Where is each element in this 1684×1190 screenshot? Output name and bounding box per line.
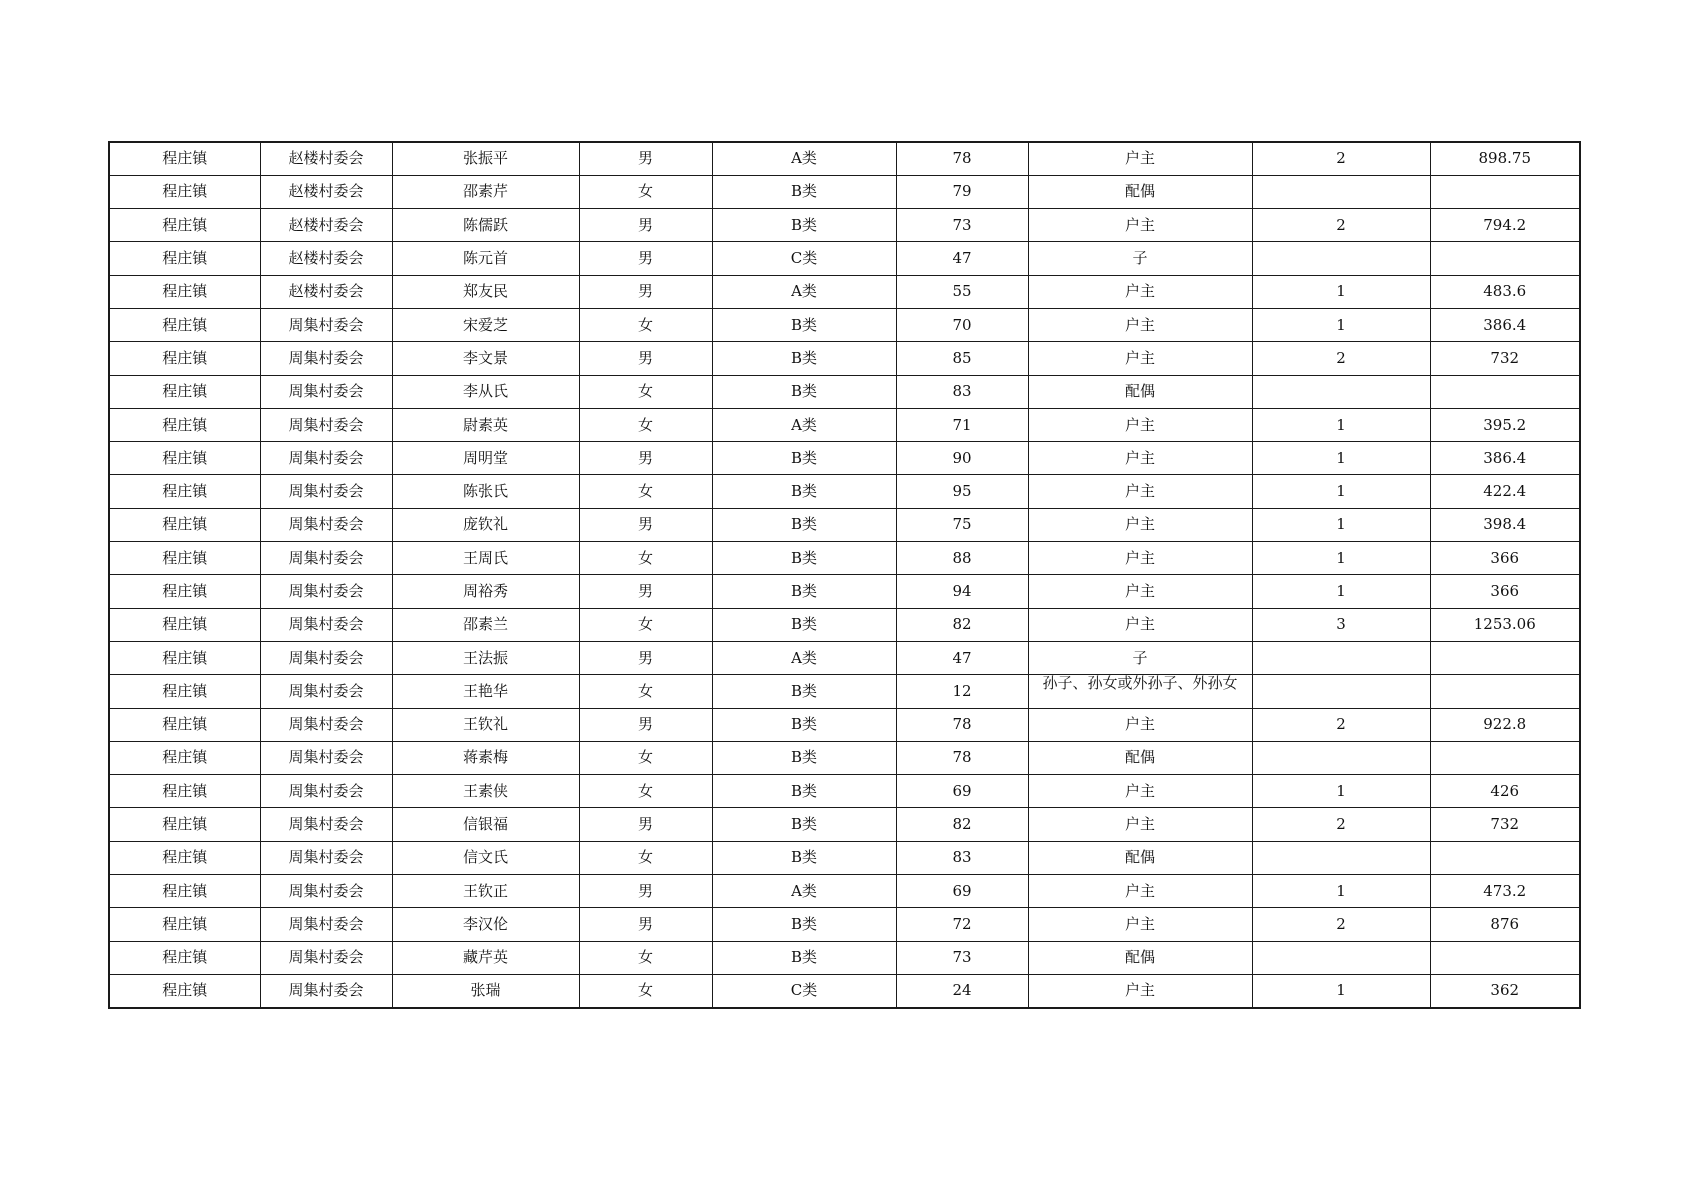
cell-name: 王周氏 (392, 542, 579, 575)
table-row (109, 941, 1580, 974)
cell-relation: 户主 (1028, 608, 1252, 641)
cell-town: 程庄镇 (109, 575, 260, 608)
cell-amount: 473.2 (1430, 875, 1580, 908)
cell-relation: 户主 (1028, 974, 1252, 1007)
roster-table (108, 141, 1581, 1009)
cell-age: 12 (896, 675, 1028, 708)
cell-village-committee: 周集村委会 (260, 974, 392, 1007)
cell-name: 宋爱芝 (392, 308, 579, 341)
table-row (109, 608, 1580, 641)
cell-category: B类 (712, 175, 896, 208)
cell-amount (1430, 242, 1580, 275)
cell-name: 王素侠 (392, 775, 579, 808)
cell-household-count: 1 (1252, 875, 1430, 908)
cell-household-count (1252, 175, 1430, 208)
cell-relation: 户主 (1028, 442, 1252, 475)
cell-town: 程庄镇 (109, 641, 260, 674)
roster-table-body (109, 142, 1580, 1008)
cell-amount: 898.75 (1430, 142, 1580, 175)
cell-gender: 男 (579, 708, 712, 741)
cell-age: 85 (896, 342, 1028, 375)
cell-gender: 男 (579, 442, 712, 475)
cell-gender: 男 (579, 875, 712, 908)
cell-relation: 户主 (1028, 575, 1252, 608)
cell-category: B类 (712, 608, 896, 641)
cell-relation: 户主 (1028, 408, 1252, 441)
cell-age: 94 (896, 575, 1028, 608)
cell-gender: 女 (579, 408, 712, 441)
cell-relation: 户主 (1028, 775, 1252, 808)
cell-age: 90 (896, 442, 1028, 475)
cell-amount (1430, 941, 1580, 974)
table-row (109, 974, 1580, 1007)
cell-town: 程庄镇 (109, 908, 260, 941)
cell-gender: 女 (579, 608, 712, 641)
cell-village-committee: 周集村委会 (260, 808, 392, 841)
cell-household-count: 1 (1252, 974, 1430, 1007)
cell-town: 程庄镇 (109, 775, 260, 808)
cell-name: 王艳华 (392, 675, 579, 708)
cell-name: 陈张氏 (392, 475, 579, 508)
cell-amount (1430, 175, 1580, 208)
cell-amount (1430, 641, 1580, 674)
cell-amount: 398.4 (1430, 508, 1580, 541)
cell-age: 95 (896, 475, 1028, 508)
cell-village-committee: 周集村委会 (260, 741, 392, 774)
table-row (109, 475, 1580, 508)
cell-household-count (1252, 675, 1430, 708)
cell-name: 李文景 (392, 342, 579, 375)
cell-household-count (1252, 841, 1430, 874)
cell-village-committee: 周集村委会 (260, 775, 392, 808)
cell-category: B类 (712, 475, 896, 508)
cell-town: 程庄镇 (109, 808, 260, 841)
cell-town: 程庄镇 (109, 275, 260, 308)
table-row (109, 175, 1580, 208)
cell-gender: 男 (579, 142, 712, 175)
cell-household-count: 1 (1252, 275, 1430, 308)
cell-town: 程庄镇 (109, 342, 260, 375)
cell-town: 程庄镇 (109, 209, 260, 242)
cell-gender: 男 (579, 575, 712, 608)
cell-household-count: 1 (1252, 542, 1430, 575)
cell-gender: 女 (579, 175, 712, 208)
cell-category: B类 (712, 575, 896, 608)
cell-amount (1430, 675, 1580, 708)
cell-category: B类 (712, 508, 896, 541)
table-row (109, 209, 1580, 242)
cell-household-count: 1 (1252, 508, 1430, 541)
cell-category: B类 (712, 775, 896, 808)
cell-household-count: 1 (1252, 442, 1430, 475)
cell-household-count: 2 (1252, 908, 1430, 941)
cell-relation: 户主 (1028, 209, 1252, 242)
cell-village-committee: 周集村委会 (260, 542, 392, 575)
cell-category: C类 (712, 974, 896, 1007)
table-row (109, 542, 1580, 575)
cell-name: 周裕秀 (392, 575, 579, 608)
cell-amount: 732 (1430, 342, 1580, 375)
cell-gender: 男 (579, 209, 712, 242)
cell-village-committee: 赵楼村委会 (260, 209, 392, 242)
cell-town: 程庄镇 (109, 442, 260, 475)
table-row (109, 908, 1580, 941)
cell-household-count: 1 (1252, 308, 1430, 341)
cell-category: A类 (712, 641, 896, 674)
cell-name: 尉素英 (392, 408, 579, 441)
cell-household-count: 1 (1252, 775, 1430, 808)
cell-village-committee: 赵楼村委会 (260, 242, 392, 275)
cell-village-committee: 周集村委会 (260, 908, 392, 941)
cell-relation: 户主 (1028, 142, 1252, 175)
cell-village-committee: 赵楼村委会 (260, 175, 392, 208)
cell-name: 藏芹英 (392, 941, 579, 974)
cell-age: 83 (896, 841, 1028, 874)
cell-name: 陈元首 (392, 242, 579, 275)
cell-amount: 426 (1430, 775, 1580, 808)
cell-relation: 子 (1028, 242, 1252, 275)
cell-village-committee: 周集村委会 (260, 941, 392, 974)
cell-town: 程庄镇 (109, 408, 260, 441)
table-row (109, 508, 1580, 541)
cell-name: 张瑞 (392, 974, 579, 1007)
table-row (109, 875, 1580, 908)
cell-category: A类 (712, 275, 896, 308)
cell-relation: 户主 (1028, 808, 1252, 841)
cell-relation: 户主 (1028, 508, 1252, 541)
cell-gender: 女 (579, 675, 712, 708)
cell-age: 47 (896, 242, 1028, 275)
cell-name: 李从氏 (392, 375, 579, 408)
table-row (109, 841, 1580, 874)
cell-category: B类 (712, 308, 896, 341)
cell-village-committee: 周集村委会 (260, 508, 392, 541)
cell-name: 邵素芹 (392, 175, 579, 208)
cell-category: B类 (712, 442, 896, 475)
cell-category: B类 (712, 908, 896, 941)
cell-household-count: 2 (1252, 808, 1430, 841)
cell-town: 程庄镇 (109, 475, 260, 508)
cell-age: 78 (896, 142, 1028, 175)
cell-relation: 户主 (1028, 908, 1252, 941)
cell-category: B类 (712, 209, 896, 242)
table-row (109, 308, 1580, 341)
cell-village-committee: 周集村委会 (260, 608, 392, 641)
cell-text: 孙子、孙女或外孙子、外孙女 (1042, 675, 1238, 693)
cell-amount: 362 (1430, 974, 1580, 1007)
cell-amount: 422.4 (1430, 475, 1580, 508)
cell-household-count: 2 (1252, 142, 1430, 175)
cell-village-committee: 周集村委会 (260, 675, 392, 708)
cell-village-committee: 周集村委会 (260, 875, 392, 908)
cell-town: 程庄镇 (109, 974, 260, 1007)
cell-amount: 366 (1430, 575, 1580, 608)
table-row (109, 342, 1580, 375)
cell-gender: 女 (579, 375, 712, 408)
cell-town: 程庄镇 (109, 708, 260, 741)
cell-amount (1430, 375, 1580, 408)
cell-household-count: 1 (1252, 475, 1430, 508)
cell-household-count: 2 (1252, 342, 1430, 375)
cell-amount: 1253.06 (1430, 608, 1580, 641)
cell-relation: 户主 (1028, 475, 1252, 508)
cell-household-count: 2 (1252, 209, 1430, 242)
cell-village-committee: 赵楼村委会 (260, 142, 392, 175)
cell-age: 78 (896, 708, 1028, 741)
cell-village-committee: 周集村委会 (260, 475, 392, 508)
table-row (109, 375, 1580, 408)
cell-village-committee: 周集村委会 (260, 375, 392, 408)
cell-village-committee: 周集村委会 (260, 708, 392, 741)
cell-amount: 876 (1430, 908, 1580, 941)
cell-age: 55 (896, 275, 1028, 308)
cell-village-committee: 周集村委会 (260, 442, 392, 475)
cell-category: A类 (712, 408, 896, 441)
cell-age: 69 (896, 775, 1028, 808)
cell-village-committee: 周集村委会 (260, 575, 392, 608)
cell-relation: 户主 (1028, 275, 1252, 308)
cell-relation: 配偶 (1028, 375, 1252, 408)
cell-household-count (1252, 375, 1430, 408)
cell-town: 程庄镇 (109, 841, 260, 874)
cell-age: 88 (896, 542, 1028, 575)
cell-amount: 732 (1430, 808, 1580, 841)
cell-name: 张振平 (392, 142, 579, 175)
cell-category: B类 (712, 375, 896, 408)
cell-age: 79 (896, 175, 1028, 208)
cell-relation: 户主 (1028, 708, 1252, 741)
cell-category: B类 (712, 675, 896, 708)
cell-town: 程庄镇 (109, 675, 260, 708)
cell-town: 程庄镇 (109, 375, 260, 408)
cell-amount (1430, 841, 1580, 874)
cell-amount: 922.8 (1430, 708, 1580, 741)
table-row (109, 408, 1580, 441)
cell-household-count: 1 (1252, 575, 1430, 608)
cell-category: A类 (712, 875, 896, 908)
cell-town: 程庄镇 (109, 308, 260, 341)
cell-name: 信文氏 (392, 841, 579, 874)
cell-town: 程庄镇 (109, 142, 260, 175)
cell-gender: 女 (579, 841, 712, 874)
cell-town: 程庄镇 (109, 242, 260, 275)
cell-age: 73 (896, 941, 1028, 974)
cell-gender: 男 (579, 908, 712, 941)
cell-gender: 女 (579, 542, 712, 575)
cell-gender: 女 (579, 974, 712, 1007)
cell-category: B类 (712, 941, 896, 974)
cell-relation: 户主 (1028, 542, 1252, 575)
cell-age: 24 (896, 974, 1028, 1007)
cell-name: 陈儒跃 (392, 209, 579, 242)
cell-household-count (1252, 242, 1430, 275)
cell-household-count: 1 (1252, 408, 1430, 441)
cell-name: 周明堂 (392, 442, 579, 475)
cell-gender: 男 (579, 242, 712, 275)
cell-town: 程庄镇 (109, 175, 260, 208)
cell-village-committee: 周集村委会 (260, 408, 392, 441)
cell-gender: 男 (579, 342, 712, 375)
cell-category: B类 (712, 841, 896, 874)
table-row (109, 708, 1580, 741)
cell-age: 71 (896, 408, 1028, 441)
cell-age: 75 (896, 508, 1028, 541)
cell-relation: 配偶 (1028, 741, 1252, 774)
cell-category: B类 (712, 342, 896, 375)
cell-household-count (1252, 741, 1430, 774)
cell-town: 程庄镇 (109, 608, 260, 641)
cell-age: 47 (896, 641, 1028, 674)
cell-village-committee: 赵楼村委会 (260, 275, 392, 308)
cell-name: 李汉伦 (392, 908, 579, 941)
cell-age: 82 (896, 808, 1028, 841)
table-row (109, 442, 1580, 475)
table-row (109, 775, 1580, 808)
cell-age: 73 (896, 209, 1028, 242)
cell-category: C类 (712, 242, 896, 275)
cell-relation (1028, 675, 1252, 708)
cell-relation: 子 (1028, 641, 1252, 674)
cell-category: B类 (712, 741, 896, 774)
table-row (109, 808, 1580, 841)
cell-gender: 男 (579, 508, 712, 541)
table-row (109, 275, 1580, 308)
cell-age: 82 (896, 608, 1028, 641)
cell-gender: 女 (579, 308, 712, 341)
cell-relation: 户主 (1028, 308, 1252, 341)
cell-amount: 366 (1430, 542, 1580, 575)
table-row (109, 641, 1580, 674)
cell-age: 78 (896, 741, 1028, 774)
table-row (109, 675, 1580, 708)
cell-household-count (1252, 641, 1430, 674)
cell-household-count (1252, 941, 1430, 974)
cell-household-count: 2 (1252, 708, 1430, 741)
cell-name: 庞钦礼 (392, 508, 579, 541)
cell-amount: 386.4 (1430, 442, 1580, 475)
cell-gender: 女 (579, 775, 712, 808)
cell-gender: 男 (579, 641, 712, 674)
cell-age: 69 (896, 875, 1028, 908)
cell-household-count: 3 (1252, 608, 1430, 641)
cell-amount: 794.2 (1430, 209, 1580, 242)
table-row (109, 242, 1580, 275)
cell-town: 程庄镇 (109, 741, 260, 774)
cell-relation: 户主 (1028, 875, 1252, 908)
cell-relation: 户主 (1028, 342, 1252, 375)
cell-relation: 配偶 (1028, 841, 1252, 874)
cell-name: 王钦正 (392, 875, 579, 908)
cell-age: 72 (896, 908, 1028, 941)
cell-amount: 386.4 (1430, 308, 1580, 341)
table-row (109, 741, 1580, 774)
cell-relation: 配偶 (1028, 941, 1252, 974)
cell-name: 王法振 (392, 641, 579, 674)
table-row (109, 142, 1580, 175)
cell-village-committee: 周集村委会 (260, 308, 392, 341)
cell-category: B类 (712, 708, 896, 741)
cell-village-committee: 周集村委会 (260, 841, 392, 874)
cell-town: 程庄镇 (109, 875, 260, 908)
cell-age: 70 (896, 308, 1028, 341)
cell-category: A类 (712, 142, 896, 175)
cell-gender: 女 (579, 741, 712, 774)
cell-gender: 女 (579, 475, 712, 508)
cell-village-committee: 周集村委会 (260, 342, 392, 375)
cell-town: 程庄镇 (109, 508, 260, 541)
cell-name: 邵素兰 (392, 608, 579, 641)
cell-gender: 女 (579, 941, 712, 974)
cell-relation: 配偶 (1028, 175, 1252, 208)
cell-town: 程庄镇 (109, 941, 260, 974)
cell-name: 蒋素梅 (392, 741, 579, 774)
cell-amount: 395.2 (1430, 408, 1580, 441)
cell-town: 程庄镇 (109, 542, 260, 575)
table-row (109, 575, 1580, 608)
cell-name: 王钦礼 (392, 708, 579, 741)
cell-name: 郑友民 (392, 275, 579, 308)
cell-category: B类 (712, 542, 896, 575)
cell-amount (1430, 741, 1580, 774)
cell-name: 信银福 (392, 808, 579, 841)
cell-gender: 男 (579, 808, 712, 841)
cell-age: 83 (896, 375, 1028, 408)
cell-amount: 483.6 (1430, 275, 1580, 308)
cell-category: B类 (712, 808, 896, 841)
cell-gender: 男 (579, 275, 712, 308)
cell-village-committee: 周集村委会 (260, 641, 392, 674)
